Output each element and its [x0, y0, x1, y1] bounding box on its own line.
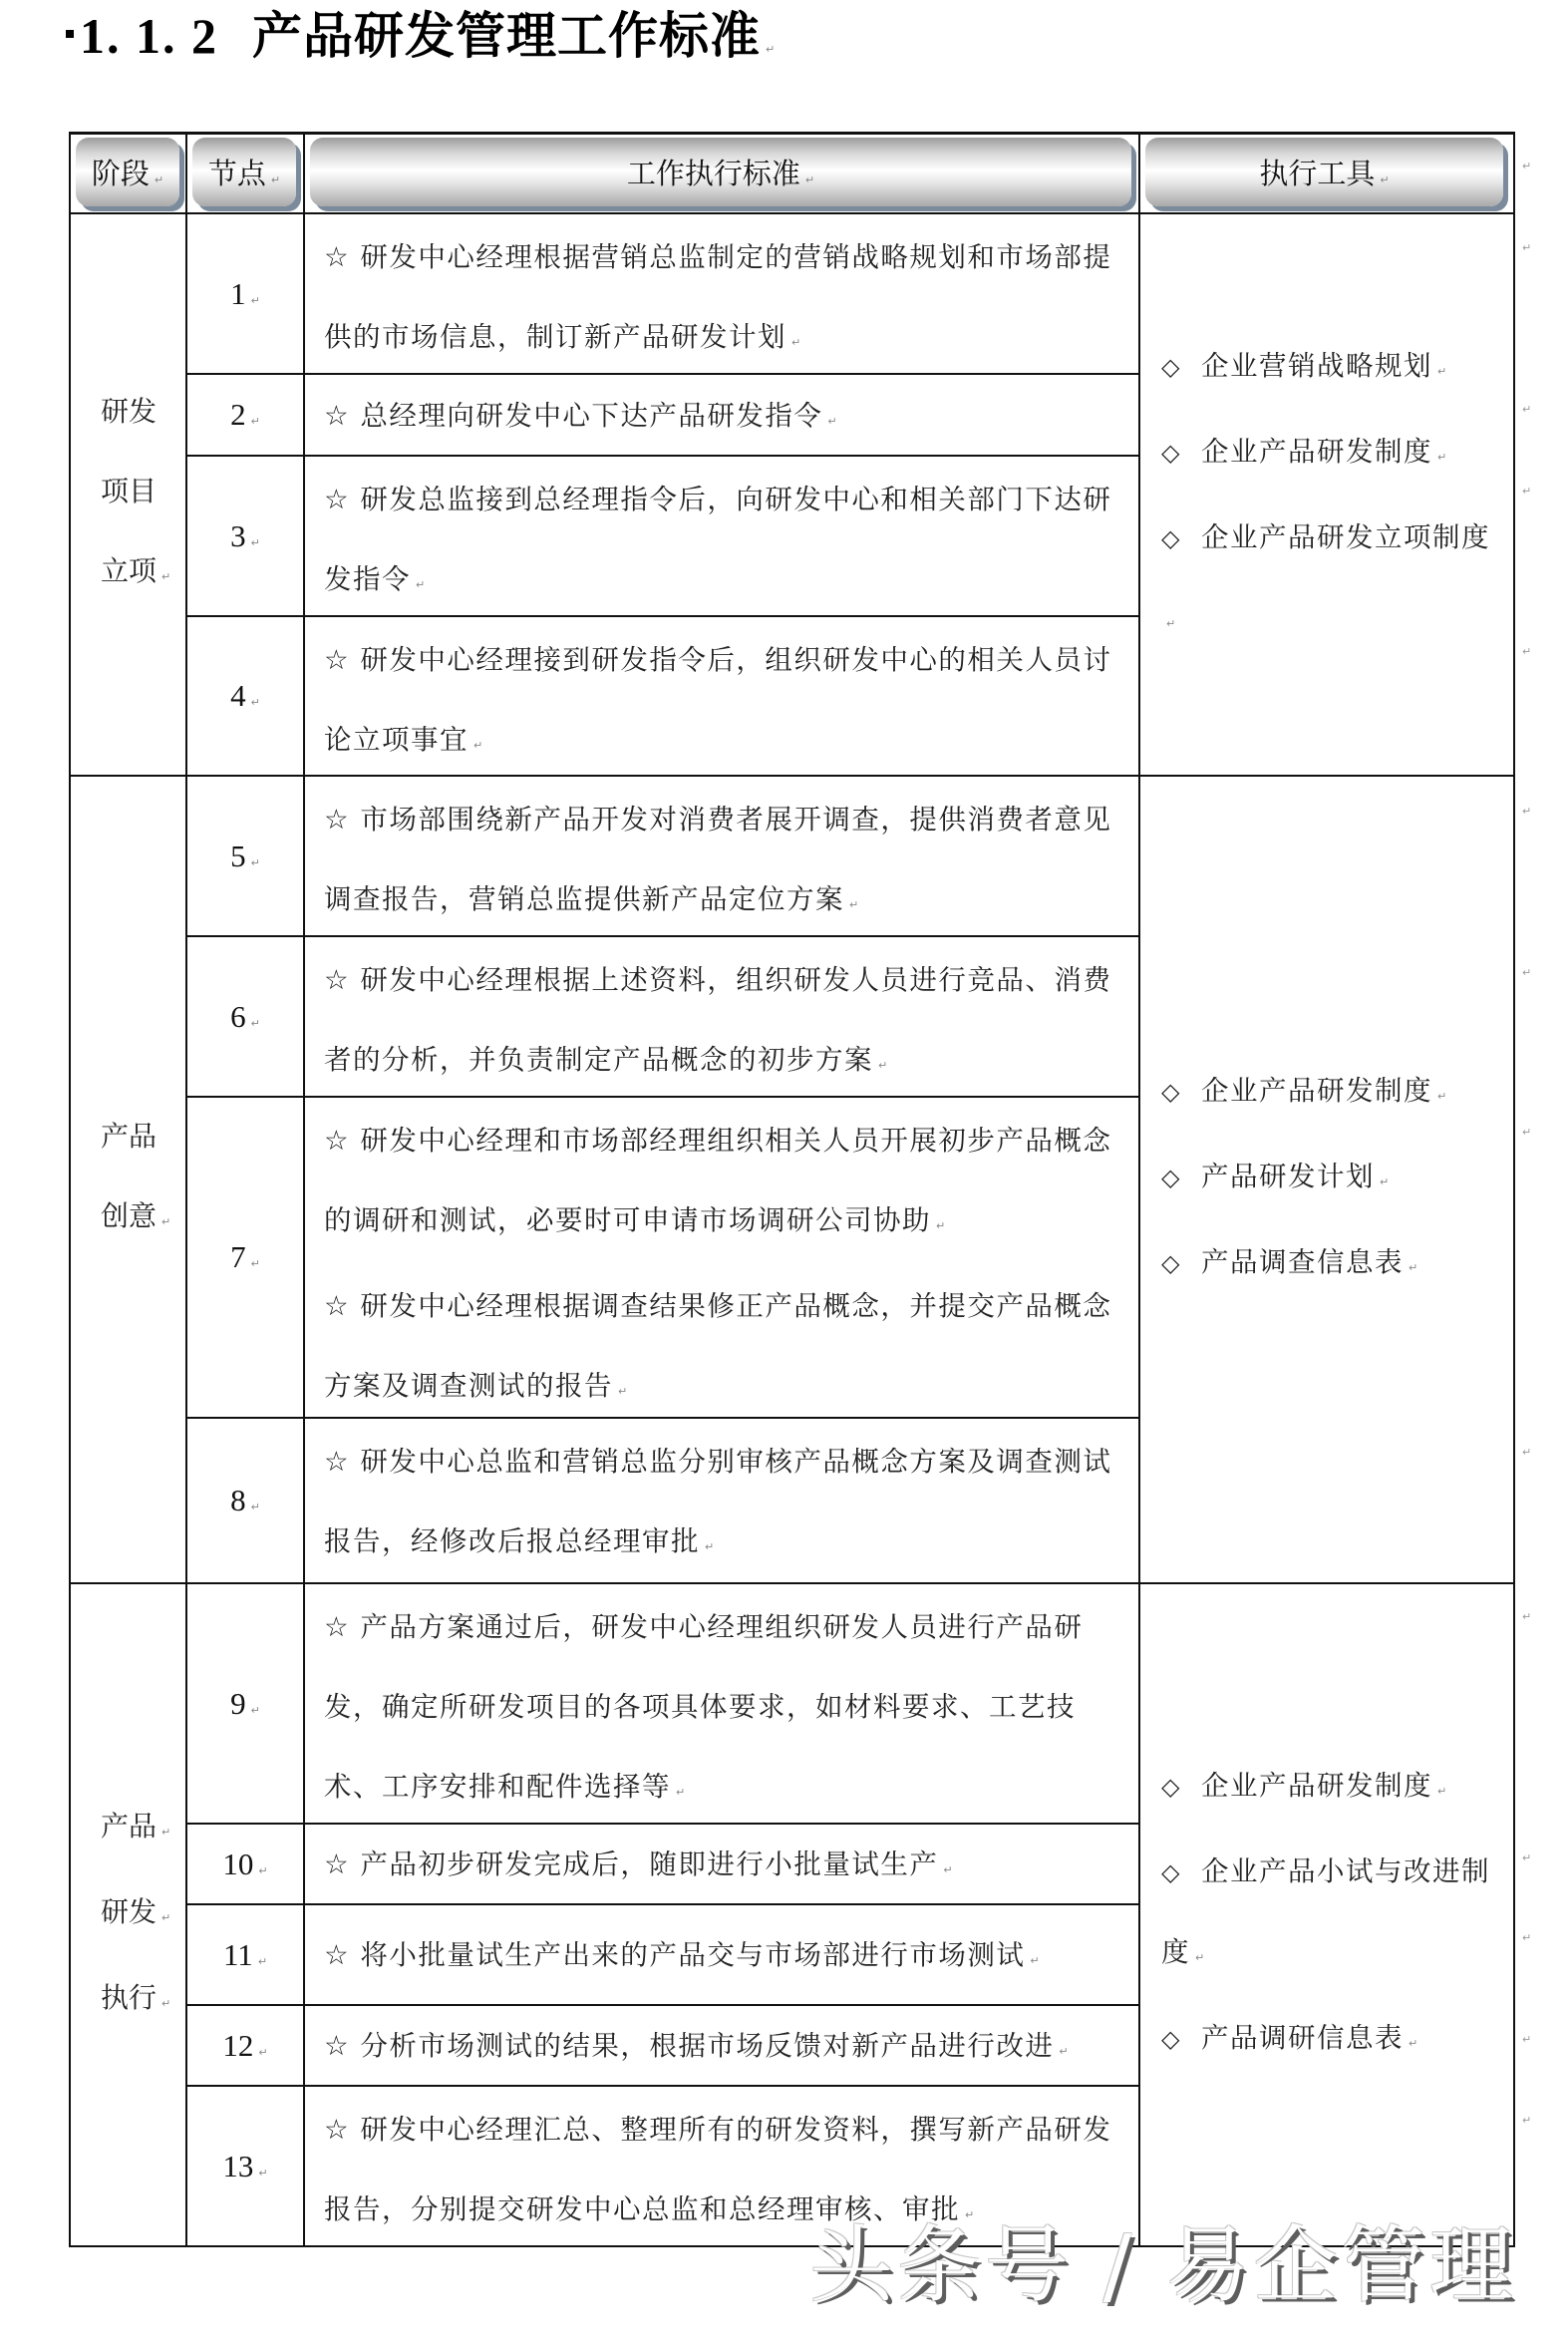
tool-label: 产品调查信息表 ↵ [1201, 1246, 1419, 1278]
node-number: 12 ↵ [222, 2028, 267, 2064]
standard-cell [305, 1098, 1138, 1417]
node-number: 2 ↵ [230, 397, 260, 433]
standard-cell [305, 777, 1138, 935]
tool-label: 企业产品研发立项制度 ↵ [1161, 521, 1490, 634]
tool-item [1161, 1137, 1499, 1222]
tool-item [1161, 1051, 1499, 1137]
standard-cell [305, 617, 1138, 775]
node-number: 7 ↵ [230, 1239, 260, 1275]
header-stage [76, 138, 179, 206]
standard-text: ☆ 研发总监接到总经理指令后，向研发中心和相关部门下达研发指令 ↵ [324, 460, 1124, 625]
table-right-border [1513, 132, 1515, 2247]
stage-cell [71, 214, 185, 775]
diamond-bullet-icon: ◇ [1161, 1249, 1181, 1277]
tool-item [1161, 326, 1499, 412]
tool-label: 产品调研信息表 ↵ [1201, 2022, 1419, 2054]
standard-text: ☆ 总经理向研发中心下达产品研发指令 ↵ [324, 376, 1124, 462]
node-number: 9 ↵ [230, 1686, 260, 1722]
tool-label: 企业产品研发制度 ↵ [1201, 436, 1448, 468]
paragraph-mark-icon: ↵ [1522, 403, 1532, 416]
stage-line: 项目 [101, 475, 157, 507]
node-number: 13 ↵ [222, 2149, 267, 2184]
section-title: 产品研发管理工作标准 ↵ [252, 7, 776, 65]
paragraph-mark-icon: ↵ [1522, 1851, 1532, 1864]
tools-cell [1140, 777, 1513, 1582]
standard-cell [305, 937, 1138, 1096]
tool-item [1161, 1222, 1499, 1308]
paragraph-mark-icon: ↵ [1522, 485, 1532, 498]
node-cell [187, 214, 303, 373]
tool-item [1161, 1746, 1499, 1832]
node-number: 4 ↵ [230, 678, 260, 714]
diamond-bullet-icon: ◇ [1161, 2025, 1181, 2053]
node-cell [187, 2006, 303, 2085]
standard-cell [305, 375, 1138, 455]
node-cell [187, 617, 303, 775]
table-top-border [70, 132, 1515, 135]
diamond-bullet-icon: ◇ [1161, 438, 1181, 467]
tools-cell [1140, 1584, 1513, 2245]
header-standard-label: 工作执行标准 ↵ [627, 152, 814, 192]
stage-line: 创意 ↵ [101, 1176, 185, 1262]
tool-item [1161, 498, 1499, 664]
header-standard [310, 138, 1131, 206]
stage-line: 研发 ↵ [101, 1872, 185, 1958]
stage-cell [71, 777, 185, 1582]
standard-cell [305, 214, 1138, 373]
tool-item [1161, 412, 1499, 498]
paragraph-mark-icon: ↵ [1522, 645, 1532, 658]
stage-line: 立项 ↵ [101, 531, 185, 617]
node-cell [187, 2087, 303, 2245]
standard-cell [305, 1905, 1138, 2004]
section-number: 1. 1. 2 [80, 8, 218, 64]
node-number: 1 ↵ [230, 276, 260, 312]
tool-label: 企业营销战略规划 ↵ [1201, 350, 1448, 382]
stage-line: 产品 ↵ [101, 1787, 185, 1872]
diamond-bullet-icon: ◇ [1161, 1078, 1181, 1106]
standard-text: ☆ 研发中心总监和营销总监分别审核产品概念方案及调查测试报告，经修改后报总经理审批 ↵ [324, 1422, 1124, 1587]
stage-line: 执行 ↵ [101, 1958, 185, 2044]
paragraph-mark-icon: ↵ [1522, 1446, 1532, 1459]
header-tools-label: 执行工具 ↵ [1259, 152, 1389, 192]
tool-label: 产品研发计划 ↵ [1201, 1161, 1391, 1192]
header-stage-label: 阶段 ↵ [92, 152, 163, 192]
node-cell [187, 1584, 303, 1823]
paragraph-mark-icon: ↵ [1522, 966, 1532, 979]
standard-cell [305, 2006, 1138, 2085]
paragraph-mark-icon: ↵ [1522, 2114, 1532, 2127]
stage-cell [71, 1584, 185, 2245]
node-cell [187, 1905, 303, 2004]
paragraph-mark-icon: ↵ [1522, 805, 1532, 818]
standard-text: ☆ 分析市场测试的结果，根据市场反馈对新产品进行改进 ↵ [324, 2006, 1124, 2092]
standard-cell [305, 1584, 1138, 1823]
paragraph-mark-icon: ↵ [1522, 160, 1532, 172]
node-cell [187, 1419, 303, 1582]
standard-text: ☆ 研发中心经理和市场部经理组织相关人员开展初步产品概念的调研和测试，必要时可申请市场调研公司协助 ↵ [324, 1101, 1124, 1266]
standard-text: ☆ 产品方案通过后，研发中心经理组织研发人员进行产品研发，确定所研发项目的各项具体要求，如材料要求、工艺技术、工序安排和配件选择等 ↵ [324, 1587, 1124, 1833]
standard-text: ☆ 研发中心经理汇总、整理所有的研发资料，撰写新产品研发报告，分别提交研发中心总监和总经理审核、审批 ↵ [324, 2090, 1124, 2255]
standard-text: ☆ 研发中心经理接到研发指令后，组织研发中心的相关人员讨论立项事宜 ↵ [324, 620, 1124, 786]
standard-cell [305, 1419, 1138, 1582]
diamond-bullet-icon: ◇ [1161, 523, 1181, 552]
standard-cell [305, 1825, 1138, 1903]
diamond-bullet-icon: ◇ [1161, 1858, 1181, 1886]
tool-label: 企业产品小试与改进制度 ↵ [1161, 1855, 1490, 1968]
standard-cell [305, 457, 1138, 615]
node-number: 8 ↵ [230, 1483, 260, 1518]
standard-text: ☆ 产品初步研发完成后，随即进行小批量试生产 ↵ [324, 1825, 1124, 1910]
stage-line: 产品 [101, 1120, 157, 1153]
stage-line: 研发 [101, 395, 157, 428]
tool-label: 企业产品研发制度 ↵ [1201, 1770, 1448, 1802]
node-number: 11 ↵ [223, 1937, 267, 1973]
tools-cell [1140, 214, 1513, 775]
paragraph-mark-icon: ↵ [1522, 2033, 1532, 2046]
diamond-bullet-icon: ◇ [1161, 352, 1181, 381]
node-number: 5 ↵ [230, 839, 260, 874]
paragraph-mark-icon: ↵ [1522, 1931, 1532, 1944]
node-number: 3 ↵ [230, 518, 260, 554]
node-cell [187, 1825, 303, 1903]
node-cell [187, 457, 303, 615]
standard-text: ☆ 研发中心经理根据上述资料，组织研发人员进行竞品、消费者的分析，并负责制定产品概念的初步方案 ↵ [324, 940, 1124, 1106]
node-cell [187, 937, 303, 1096]
standard-text: ☆ 研发中心经理根据营销总监制定的营销战略规划和市场部提供的市场信息，制订新产品研发计划 ↵ [324, 217, 1124, 383]
header-node [192, 138, 296, 206]
header-tools [1145, 138, 1503, 206]
header-node-label: 节点 ↵ [208, 152, 280, 192]
node-cell [187, 375, 303, 455]
standard-text: ☆ 市场部围绕新产品开发对消费者展开调查，提供消费者意见调查报告，营销总监提供新产品定位方案 ↵ [324, 780, 1124, 945]
node-cell [187, 777, 303, 935]
paragraph-mark-icon: ↵ [1522, 241, 1532, 254]
node-number: 10 ↵ [222, 1846, 267, 1882]
tool-item [1161, 1998, 1499, 2084]
watermark: 头条号 / 易企管理 [809, 2216, 1517, 2314]
tool-item [1161, 1832, 1499, 1998]
tool-label: 企业产品研发制度 ↵ [1201, 1075, 1448, 1107]
node-cell [187, 1098, 303, 1417]
standard-text: ☆ 将小批量试生产出来的产品交与市场部进行市场测试 ↵ [324, 1915, 1124, 2001]
paragraph-mark-icon: ↵ [1522, 1126, 1532, 1139]
node-number: 6 ↵ [230, 999, 260, 1035]
diamond-bullet-icon: ◇ [1161, 1164, 1181, 1191]
diamond-bullet-icon: ◇ [1161, 1773, 1181, 1801]
standard-text: ☆ 研发中心经理根据调查结果修正产品概念，并提交产品概念方案及调查测试的报告 ↵ [324, 1266, 1124, 1432]
paragraph-mark-icon: ↵ [1522, 1610, 1532, 1623]
